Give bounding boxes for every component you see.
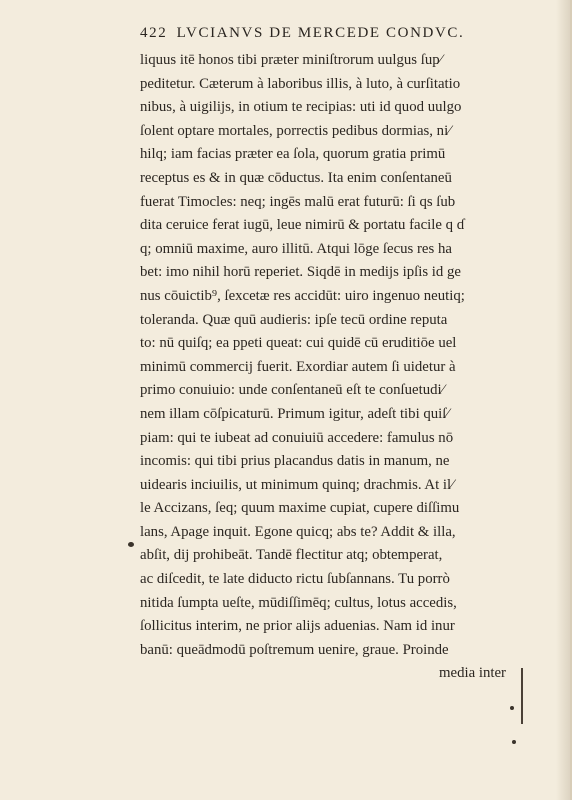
text-line: abſit, dij prohibeāt. Tandē flectitur atq; obtemperat, (140, 547, 443, 564)
text-line: nibus, à uigilijs, in otium te recipias: uti id quod uulgo (140, 99, 462, 116)
text-line: nus cōuictib⁹, ſexcetæ res accidūt: uiro ingenuo neutiq; (140, 287, 465, 304)
running-head (140, 25, 500, 42)
text-line: lans, Apage inquit. Egone quicq; abs te? Addit & illa, (140, 523, 456, 540)
text-line: fuerat Timocles: neq; ingēs malū erat futurū: ſi qs ſub (140, 193, 456, 210)
text-line: to: nū quiſq; ea ppeti queat: cui quidē cū eruditiōe uel (140, 335, 457, 352)
text-line: dita ceruice ferat iugū, leue nimirū & portatu facile q ɗ (140, 217, 465, 234)
margin-ink-stroke (521, 668, 523, 724)
text-line: receptus es & in quæ cōductus. Ita enim conſentaneū (140, 169, 452, 186)
ink-blot (128, 542, 134, 547)
text-line: ac diſcedit, te late diducto rictu ſubſannans. Tu porrò (140, 571, 450, 588)
text-line: ſollicitus interim, ne prior alijs aduenias. Nam id inur (140, 618, 455, 635)
text-line: nitida ſumpta ueſte, mūdiſſimēq; cultus, lotus accedis, (140, 594, 457, 611)
ink-speck (512, 740, 516, 744)
running-title: LVCIANVS DE MERCEDE CONDVC. (176, 25, 465, 41)
text-line: incomis: qui tibi prius placandus datis in manum, ne (140, 453, 450, 470)
page-edge-shadow (556, 0, 570, 800)
text-line: nem illam cōſpicaturū. Primum igitur, adeſt tibi quiſ⁄ (140, 405, 449, 422)
text-line: hilq; iam facias præter ea ſola, quorum gratia primū (140, 146, 446, 163)
text-line: q; omniū maxime, auro illitū. Atqui lōge ſecus res ha (140, 240, 452, 257)
catchword: media inter (439, 665, 506, 682)
text-line: le Accizans, ſeq; quum maxime cupiat, cupere diſſimu (140, 500, 460, 517)
text-line: toleranda. Quæ quū audieris: ipſe tecū ordine reputa (140, 311, 448, 328)
text-line: banū: queādmodū poſtremum uenire, graue. Proinde (140, 641, 449, 658)
ink-speck (510, 706, 514, 710)
text-line: ſolent optare mortales, porrectis pedibus dormias, ni⁄ (140, 122, 451, 139)
text-line: primo conuiuio: unde conſentaneū eſt te conſuetudi⁄ (140, 382, 445, 399)
text-line: bet: imo nihil horū reperiet. Siqdē in medijs ipſis id ge (140, 264, 461, 281)
page-number: 422 (140, 25, 168, 41)
text-block (140, 49, 512, 686)
text-line: uidearis inciuilis, ut minimum quinq; drachmis. At il⁄ (140, 476, 454, 493)
text-line: minimū commercij fuerit. Exordiar autem ſi uidetur à (140, 358, 456, 375)
text-line: piam: qui te iubeat ad conuiuiū accedere: famulus nō (140, 429, 454, 446)
text-line: peditetur. Cæterum à laboribus illis, à luto, à curſitatio (140, 75, 461, 92)
text-line: liquus itē honos tibi præter miniſtrorum uulgus ſup⁄ (140, 52, 443, 68)
